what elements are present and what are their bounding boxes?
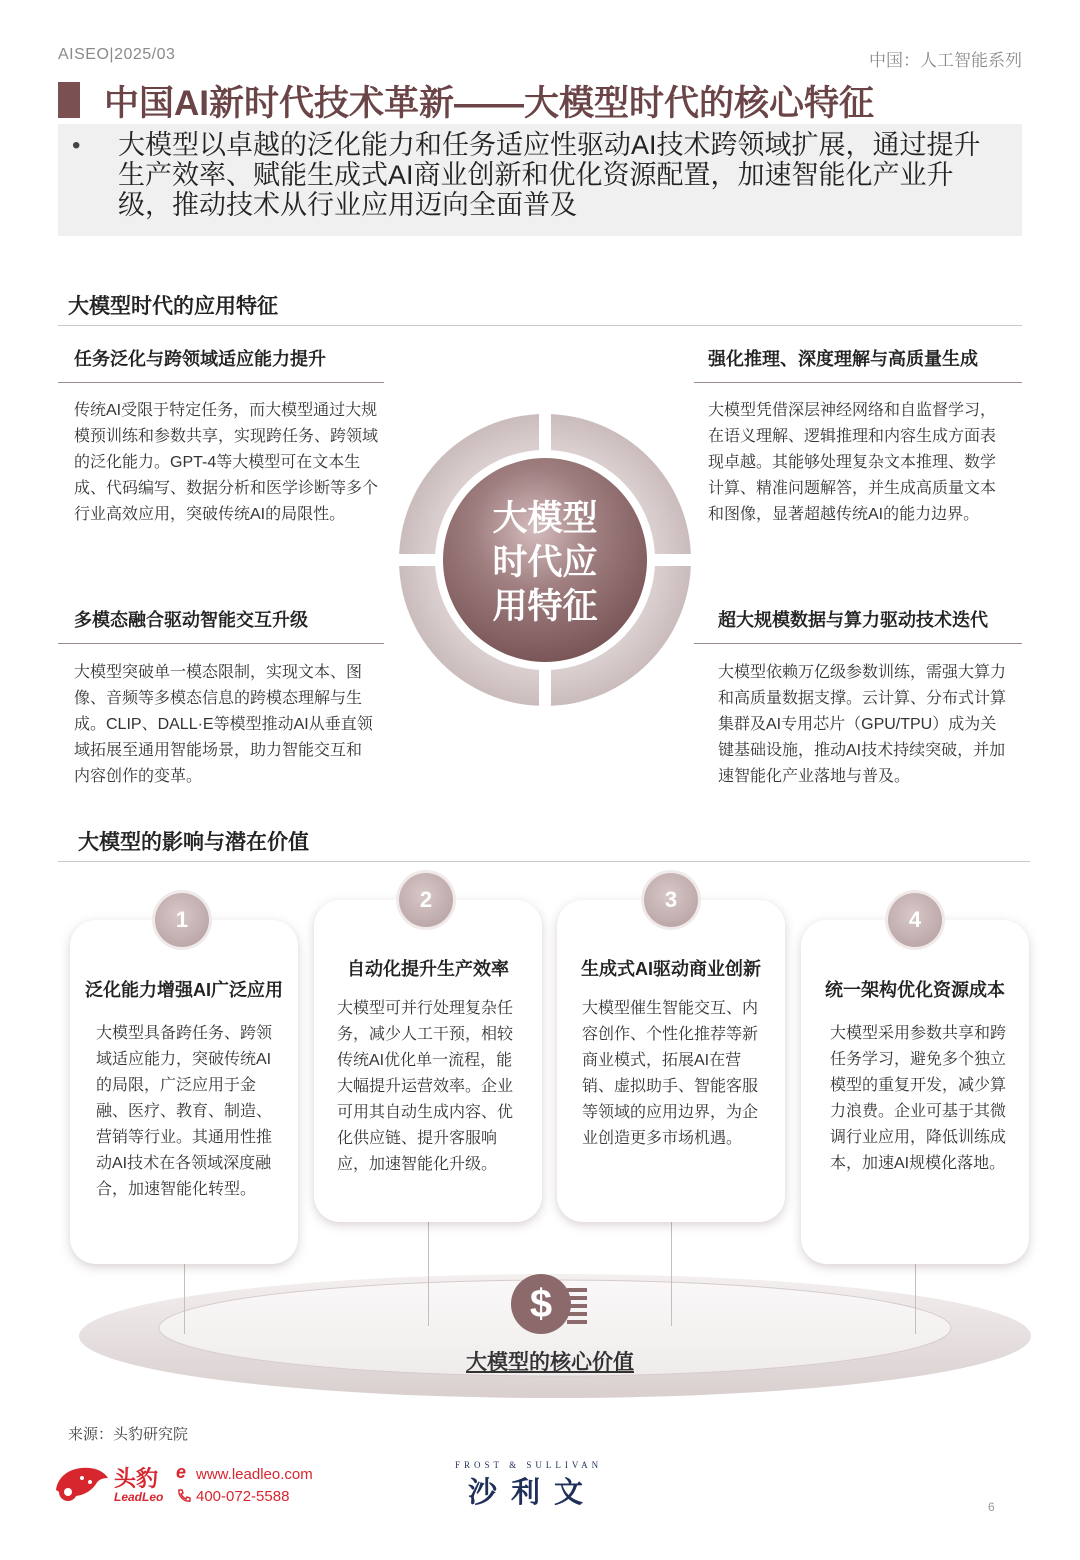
feature-rule-1 [58, 382, 384, 383]
summary-text: 大模型以卓越的泛化能力和任务适应性驱动AI技术跨领域扩展，通过提升生产效率、赋能生成式AI商业创新和优化资源配置，加速智能化产业升级，推动技术从行业应用迈向全面普及 [118, 130, 981, 220]
card-title-1: 泛化能力增强AI广泛应用 [85, 980, 283, 1000]
title-marker [58, 82, 80, 118]
connector-line-2 [428, 1222, 429, 1326]
feature-title-1: 任务泛化与跨领域适应能力提升 [74, 349, 326, 369]
page-number: 6 [988, 1500, 995, 1514]
leadleo-leopard-icon [52, 1460, 110, 1504]
center-label-line2: 时代应 [492, 543, 598, 582]
source-note: 来源：头豹研究院 [68, 1426, 189, 1443]
feature-text-4: 大模型依赖万亿级参数训练，需强大算力和高质量数据支撑。云计算、分布式计算集群及AI专用芯片（GPU/TPU）成为关键基础设施，推动AI技术持续突破，并加速智能化产业落地与普及。 [718, 664, 1007, 785]
feature-text-1: 传统AI受限于特定任务，而大模型通过大规模预训练和参数共享，实现跨任务、跨领域的泛化能力。GPT-4等大模型可在文本生成、代码编写、数据分析和医学诊断等多个行业高效应用，突破传统AI的局限性。 [74, 402, 379, 523]
phone-number: 400-072-5588 [196, 1488, 290, 1505]
card-text-1: 大模型具备跨任务、跨领域适应能力，突破传统AI的局限，广泛应用于金融、医疗、教育、制造、营销等行业。其通用性推动AI技术在各领域深度融合，加速智能化转型。 [96, 1025, 273, 1198]
center-label-line3: 用特征 [492, 587, 598, 626]
frost-sullivan-cn: 沙利文 [468, 1477, 598, 1509]
web-icon: e [176, 1462, 187, 1482]
connector-line-1 [184, 1262, 185, 1334]
center-label [445, 497, 645, 629]
feature-title-3: 多模态融合驱动智能交互升级 [74, 610, 308, 630]
leadleo-logo-cn: 头豹 [114, 1466, 159, 1491]
leadleo-logo-en: LeadLeo [114, 1490, 164, 1504]
feature-rule-2 [694, 382, 1022, 383]
card-text-3: 大模型催生智能交互、内容创作、个性化推荐等新商业模式，拓展AI在营销、虚拟助手、智能客服等领域的应用边界，为企业创造更多市场机遇。 [582, 1000, 759, 1147]
connector-line-3 [671, 1222, 672, 1326]
card-number-2: 2 [399, 873, 453, 927]
card-number-1: 1 [155, 893, 209, 947]
card-text-4: 大模型采用参数共享和跨任务学习，避免多个独立模型的重复开发，减少算力浪费。企业可基于其微调行业应用，降低训练成本，加速AI规模化落地。 [830, 1025, 1007, 1172]
money-lines-icon [567, 1288, 589, 1324]
section-rule [58, 325, 1022, 326]
page-title: 中国AI新时代技术革新——大模型时代的核心特征 [104, 84, 875, 123]
core-value-label: 大模型的核心价值 [466, 1351, 634, 1374]
card-number-3: 3 [644, 873, 698, 927]
connector-line-4 [915, 1262, 916, 1334]
feature-rule-4 [694, 643, 1022, 644]
card-title-4: 统一架构优化资源成本 [825, 980, 1005, 1000]
feature-title-4: 超大规模数据与算力驱动技术迭代 [718, 610, 988, 630]
report-id: AISEO|2025/03 [58, 46, 176, 63]
card-number-4: 4 [888, 893, 942, 947]
center-label-line1: 大模型 [492, 499, 598, 538]
card-text-2: 大模型可并行处理复杂任务，减少人工干预，相较传统AI优化单一流程，能大幅提升运营效率。企业可用其自动生成内容、优化供应链、提升客服响应，加速智能化升级。 [337, 1000, 514, 1173]
feature-rule-3 [58, 643, 384, 644]
dollar-icon: $ [511, 1274, 571, 1334]
phone-icon [176, 1488, 192, 1504]
feature-title-2: 强化推理、深度理解与高质量生成 [708, 349, 978, 369]
frost-sullivan-en: FROST & SULLIVAN [455, 1460, 603, 1470]
section-title-impact: 大模型的影响与潜在价值 [78, 831, 309, 854]
series-name: 中国：人工智能系列 [869, 51, 1022, 70]
feature-text-2: 大模型凭借深层神经网络和自监督学习，在语义理解、逻辑推理和内容生成方面表现卓越。其能够处理复杂文本推理、数学计算、精准问题解答，并生成高质量文本和图像，显著超越传统AI的能力边界。 [708, 402, 997, 523]
feature-text-3: 大模型突破单一模态限制，实现文本、图像、音频等多模态信息的跨模态理解与生成。CLIP、DALL·E等模型推动AI从垂直领域拓展至通用智能场景，助力智能交互和内容创作的变革。 [74, 664, 373, 785]
summary-bullet: • [72, 132, 81, 159]
section-title-features: 大模型时代的应用特征 [68, 295, 278, 318]
card-title-3: 生成式AI驱动商业创新 [581, 959, 761, 979]
card-title-2: 自动化提升生产效率 [347, 959, 509, 979]
section-rule [58, 861, 1030, 862]
website-link[interactable]: www.leadleo.com [196, 1466, 313, 1483]
